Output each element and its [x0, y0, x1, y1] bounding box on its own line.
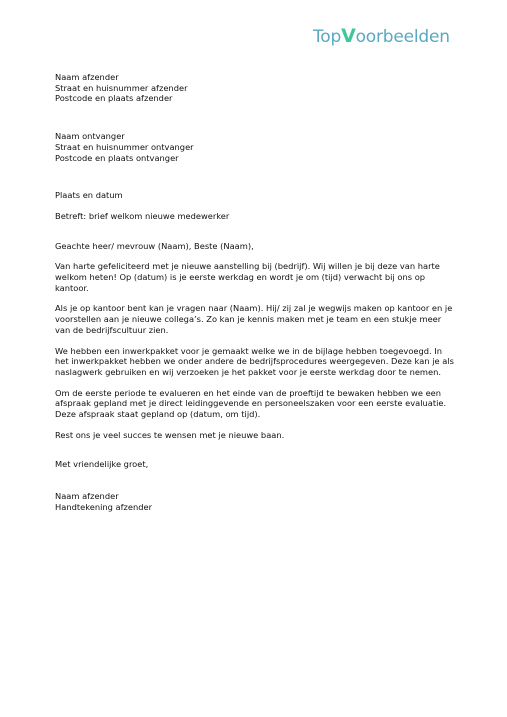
signature-name: Naam afzender [55, 491, 119, 502]
paragraph-4: Om de eerste periode te evalueren en het einde van de proeftijd te bewaken hebben we een afspraak gepland met je direct leidinggevende en personeelszaken voor een eerste evaluatie. Deze afspraak staat gepland op (datum, om tijd). [55, 387, 447, 420]
place-date: Plaats en datum [55, 190, 123, 201]
sender-name: Naam afzender [55, 72, 119, 82]
paragraph-2: Als je op kantoor bent kan je vragen naar (Naam). Hij/ zij zal je wegwijs maken op kantoor en je voorstellen aan je nieuwe collega’s. Zo kan je kennis maken met je team en een stukje meer van de bedrijfscultuur zien. [55, 303, 453, 335]
sender-city: Postcode en plaats afzender [55, 93, 173, 104]
recipient-address [55, 131, 455, 163]
letter-body [55, 72, 455, 513]
recipient-name: Naam ontvanger [55, 131, 125, 142]
sender-address [55, 72, 455, 104]
recipient-street: Straat en huisnummer ontvanger [55, 141, 194, 152]
logo-text-v: V [341, 25, 356, 47]
signature-line: Handtekening afzender [55, 501, 153, 512]
topvoorbeelden-logo [313, 24, 450, 48]
sender-street: Straat en huisnummer afzender [55, 82, 188, 93]
recipient-city: Postcode en plaats ontvanger [55, 152, 179, 163]
closing: Met vriendelijke groet, [55, 459, 149, 470]
signature-block [55, 491, 455, 512]
paragraph-1: Van harte gefeliciteerd met je nieuwe aanstelling bij (bedrijf). Wij willen je bij deze van harte welkom heten! Op (datum) is je eerste werkdag en wordt je om (tijd) verwacht bij ons op kantoor. [55, 261, 440, 293]
logo-text-top: Top [313, 27, 342, 47]
paragraph-5: Rest ons je veel succes te wensen met je nieuwe baan. [55, 429, 285, 440]
subject-line: Betreft: brief welkom nieuwe medewerker [55, 210, 230, 221]
logo-text-oorbeelden: oorbeelden [355, 27, 450, 47]
paragraph-3: We hebben een inwerkpakket voor je gemaakt welke we in de bijlage hebben toegevoegd. In het inwerkpakket hebben we onder andere de bedrijfsprocedures weergegeven. Deze kan je als naslagwerk gebruiken en wij verzoeken je het pakket voor je eerste werkdag door te nemen. [55, 345, 454, 377]
salutation: Geachte heer/ mevrouw (Naam), Beste (Naam), [55, 240, 254, 251]
